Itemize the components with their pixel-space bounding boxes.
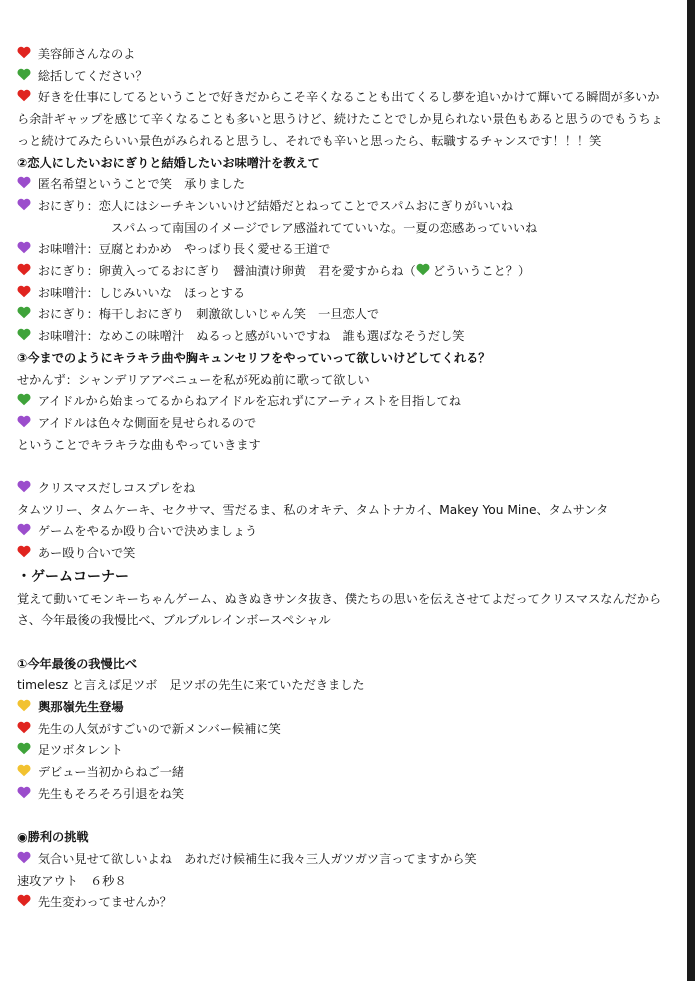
- red-heart-icon: [17, 721, 31, 734]
- red-heart-icon: [17, 285, 31, 298]
- red-heart-icon: [17, 263, 31, 276]
- text-line: デビュー当初からねご一緒: [17, 762, 667, 784]
- text-line: おにぎり：梅干しおにぎり 刺激欲しいじゃん笑 一旦恋人で: [17, 304, 667, 326]
- text-line: 速攻アウト ６秒８: [17, 873, 127, 888]
- green-heart-icon: [17, 306, 31, 319]
- text-line: 気合い見せて欲しいよね あれだけ候補生に我々三人ガツガツ言ってますから笑: [17, 849, 667, 871]
- section-heading: ③今までのようにキラキラ曲や胸キュンセリフをやっていって欲しいけどしてくれる？: [17, 350, 491, 365]
- text-line: アイドルから始まってるからねアイドルを忘れずにアーティストを目指してね: [17, 391, 667, 413]
- red-heart-icon: [17, 46, 31, 59]
- purple-heart-icon: [17, 851, 31, 864]
- text-line: おにぎり：卵黄入ってるおにぎり 醤油漬け卵黄 君を愛すからね（ どういうこと？）: [17, 261, 667, 283]
- section-heading: ①今年最後の我慢比べ: [17, 656, 138, 671]
- blank-line: [17, 806, 667, 828]
- text-line: あー殴り合いで笑: [17, 543, 667, 565]
- text-line: 覚えて動いてモンキーちゃんゲーム、ぬきぬきサンタ抜き、僕たちの思いを伝えさせてよだってクリスマスなんだからさ、今年最後の我慢比べ、ブルブルレインボースペシャル: [17, 591, 662, 628]
- text-line: 総括してください？: [17, 66, 667, 88]
- blank-line: [17, 632, 667, 654]
- text-line: 先生の人気がすごいので新メンバー候補に笑: [17, 719, 667, 741]
- green-heart-icon: [17, 393, 31, 406]
- text-line: 先生もそろそろ引退をね笑: [17, 784, 667, 806]
- document-body: [17, 44, 667, 914]
- text-line: ゲームをやるか殴り合いで決めましょう: [17, 521, 667, 543]
- text-line: 先生変わってませんか？: [17, 892, 667, 914]
- yellow-heart-icon: [17, 699, 31, 712]
- text-line: お味噌汁：豆腐とわかめ やっぱり長く愛せる王道で: [17, 239, 667, 261]
- blank-line: [17, 456, 667, 478]
- page-edge-border: [687, 0, 695, 981]
- section-heading: ・ゲームコーナー: [17, 568, 129, 585]
- text-line: 美容師さんなのよ: [17, 44, 667, 66]
- text-line: お味噌汁：しじみいいな ほっとする: [17, 283, 667, 305]
- green-heart-icon: [416, 263, 430, 276]
- text-line: スパムって南国のイメージでレア感溢れてていいな。一夏の恋感あっていいね: [111, 220, 538, 235]
- purple-heart-icon: [17, 480, 31, 493]
- text-line: クリスマスだしコスプレをね: [17, 478, 667, 500]
- section-heading: ◉勝利の挑戦: [17, 830, 89, 845]
- section-heading: ②恋人にしたいおにぎりと結婚したいお味噌汁を教えて: [17, 155, 320, 170]
- purple-heart-icon: [17, 415, 31, 428]
- purple-heart-icon: [17, 198, 31, 211]
- text-line: お味噌汁：なめこの味噌汁 ぬるっと感がいいですね 誰も選ばなそうだし笑: [17, 326, 667, 348]
- green-heart-icon: [17, 328, 31, 341]
- red-heart-icon: [17, 545, 31, 558]
- text-line: せかんず：シャンデリアアベニューを私が死ぬ前に歌って欲しい: [17, 372, 370, 387]
- text-line: 足ツボタレント: [17, 740, 667, 762]
- purple-heart-icon: [17, 241, 31, 254]
- green-heart-icon: [17, 742, 31, 755]
- green-heart-icon: [17, 68, 31, 81]
- purple-heart-icon: [17, 176, 31, 189]
- purple-heart-icon: [17, 786, 31, 799]
- red-heart-icon: [17, 894, 31, 907]
- text-line: おにぎり：恋人にはシーチキンいいけど結婚だとねってことでスパムおにぎりがいいね: [17, 196, 667, 218]
- red-heart-icon: [17, 89, 31, 102]
- text-line: アイドルは色々な側面を見せられるので: [17, 413, 667, 435]
- text-line: 匿名希望ということで笑 承りました: [17, 174, 667, 196]
- yellow-heart-icon: [17, 764, 31, 777]
- text-line: ということでキラキラな曲もやっていきます: [17, 437, 261, 452]
- text-line: タムツリー、タムケーキ、セクサマ、雪だるま、私のオキテ、タムトナカイ、Makey You Mine、タムサンタ: [17, 502, 609, 517]
- text-line: timelesz と言えば足ツボ 足ツボの先生に来ていただきました: [17, 678, 365, 693]
- text-line: 好きを仕事にしてるということで好きだからこそ辛くなることも出てくるし夢を追いかけて輝いてる瞬間が多いから余計ギャップを感じて辛くなることも多いと思うけど、続けたことでしか見られない景色もあると思うのでもうちょっと続けてみたらいい景色がみられると思うし、それでも辛いと思ったら、転職するチャンスです！！！笑: [17, 90, 663, 148]
- text-line: 輿那嶺先生登場: [17, 697, 667, 719]
- purple-heart-icon: [17, 523, 31, 536]
